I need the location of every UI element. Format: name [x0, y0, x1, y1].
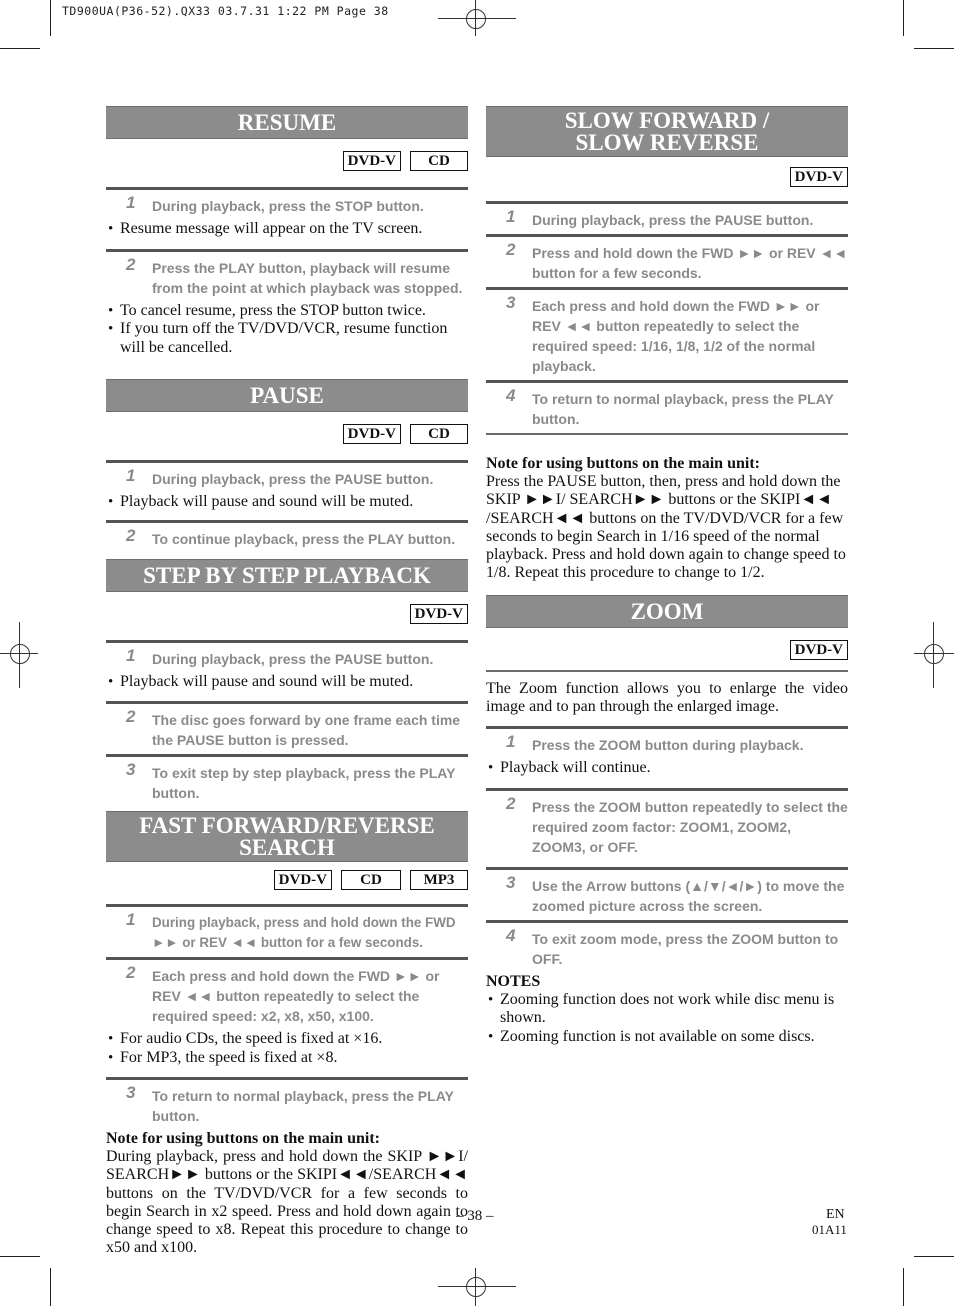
resume-title: RESUME [106, 106, 468, 139]
step-number: 3 [506, 872, 516, 892]
crop-mark [50, 1268, 51, 1306]
registration-line [914, 653, 954, 654]
badge-cd: CD [410, 424, 468, 444]
pause-badges [106, 424, 468, 444]
step-number: 4 [506, 386, 516, 405]
step-number: 1 [506, 207, 516, 226]
step-text: To exit zoom mode, press the ZOOM button to OFF. [532, 930, 839, 967]
crop-mark [903, 0, 904, 36]
fast-forward-step-1 [106, 907, 468, 957]
step-number: 4 [506, 925, 516, 945]
page-number: – 38 – [456, 1208, 494, 1224]
zoom-step-4 [486, 923, 848, 973]
step-number: 1 [506, 732, 516, 752]
step-text: During playback, press the PAUSE button. [152, 650, 434, 667]
slow-step-4 [486, 383, 848, 433]
step-by-step-badges [106, 604, 468, 624]
title-line: SLOW FORWARD / [564, 108, 770, 133]
registration-line [19, 622, 20, 688]
fast-forward-step-3 [106, 1080, 468, 1130]
registration-mark-top [466, 9, 486, 29]
registration-line [438, 18, 516, 19]
zoom-step-3 [486, 870, 848, 920]
step-number: 2 [126, 963, 136, 982]
step-by-step-step-1 [106, 643, 468, 673]
zoom-badges [486, 640, 848, 660]
step-number: 1 [126, 645, 136, 665]
crop-mark [0, 48, 40, 49]
step-text: To exit step by step playback, press the PLAY button. [152, 765, 456, 801]
resume-badges [106, 151, 468, 171]
resume-step-1 [106, 190, 468, 220]
bullet-item: • Zooming function is not available on some discs. [486, 1028, 848, 1047]
bullet-item: • Resume message will appear on the TV screen. [106, 220, 468, 239]
registration-mark-bottom [466, 1277, 486, 1297]
slow-note-text: Press the PAUSE button, then, press and hold down the SKIP ►►I/ SEARCH►► buttons or the SKIPI◄◄ /SEARCH◄◄ buttons on the TV/DVD/VCR for a few seconds to begin Search in 1/16 speed of the normal playback. Press and hold down again to change speed to 1/8. Repeat this procedure to change to 1/2. [486, 473, 846, 582]
step-by-step-step-3 [106, 757, 468, 807]
crop-mark [914, 1256, 954, 1257]
badge-dvd-v: DVD-V [343, 151, 401, 171]
registration-mark-left [10, 644, 30, 664]
step-number: 3 [126, 1083, 136, 1102]
crop-mark [0, 1256, 40, 1257]
bullet-item: • Zooming function does not work while disc menu is shown. [486, 991, 848, 1028]
bullet-item: • Playback will pause and sound will be muted. [106, 493, 468, 512]
step-number: 2 [506, 793, 516, 813]
step-number: 3 [126, 760, 136, 779]
step-text: Each press and hold down the FWD ►► or REV ◄◄ button repeatedly to select the required speed: 1/16, 1/8, 1/2 of the normal playback. [532, 298, 820, 374]
bullet-item: • For MP3, the speed is fixed at ×8. [106, 1049, 468, 1068]
right-column [486, 106, 848, 1046]
zoom-step-2 [486, 791, 848, 861]
registration-line [475, 1268, 476, 1306]
fast-forward-step-2 [106, 960, 468, 1030]
step-number: 2 [126, 525, 136, 545]
fast-forward-note-heading: Note for using buttons on the main unit: [106, 1130, 380, 1147]
step-number: 2 [126, 254, 136, 274]
title-line: FAST FORWARD/REVERSE [139, 813, 435, 838]
zoom-notes-heading: NOTES [486, 972, 541, 990]
fast-forward-note-text: During playback, press and hold down the SKIP ►►I/ SEARCH►► buttons or the SKIPI◄◄/SEARCH◄◄ buttons on the TV/DVD/VCR for a few seconds to begin Search in x2 speed. Press and hold down again to change speed to x8. Repeat this procedure to change to x50 and x100. [106, 1148, 468, 1257]
title-line: SLOW REVERSE [575, 130, 759, 155]
pause-step-2 [106, 523, 468, 553]
zoom-intro: The Zoom function allows you to enlarge the video image and to pan through the enlarged image. [486, 679, 848, 716]
step-text: To return to normal playback, press the PLAY button. [532, 391, 834, 427]
step-text: During playback, press the STOP button. [152, 198, 424, 214]
pause-title: PAUSE [106, 379, 468, 412]
badge-dvd-v: DVD-V [274, 870, 332, 890]
crop-mark [903, 1268, 904, 1306]
bullet-item: • If you turn off the TV/DVD/VCR, resume function will be cancelled. [106, 320, 468, 357]
step-number: 1 [126, 193, 136, 212]
bullet-item: • Playback will continue. [486, 759, 848, 778]
zoom-step-1 [486, 729, 848, 759]
left-column [106, 106, 468, 1258]
fast-forward-badges [106, 870, 468, 890]
step-text: Press the ZOOM button during playback. [532, 737, 804, 754]
step-number: 1 [126, 466, 136, 485]
registration-line [438, 1286, 516, 1287]
badge-mp3: MP3 [410, 870, 468, 890]
step-number: 2 [126, 707, 136, 726]
title-line: SEARCH [239, 835, 335, 860]
step-text: Use the Arrow buttons (▲/▼/◄/►) to move the zoomed picture across the screen. [532, 877, 845, 914]
badge-dvd-v: DVD-V [790, 640, 848, 660]
step-text: During playback, press and hold down the FWD ►► or REV ◄◄ button for a few seconds. [152, 915, 456, 950]
step-by-step-title: STEP BY STEP PLAYBACK [106, 559, 468, 592]
slow-step-2 [486, 237, 848, 287]
slow-badges [486, 167, 848, 187]
step-number: 2 [506, 240, 516, 259]
resume-step-2 [106, 252, 468, 302]
step-text: Press and hold down the FWD ►► or REV ◄◄ button for a few seconds. [532, 245, 848, 281]
step-text: During playback, press the PAUSE button. [152, 471, 434, 487]
fast-forward-title [106, 811, 468, 862]
slow-note-heading: Note for using buttons on the main unit: [486, 455, 760, 472]
step-text: To continue playback, press the PLAY button. [152, 530, 456, 547]
registration-mark-right [924, 644, 944, 664]
step-text: To return to normal playback, press the PLAY button. [152, 1088, 454, 1124]
step-text: Press the ZOOM button repeatedly to select the required zoom factor: ZOOM1, ZOOM2, ZOOM3, or OFF. [532, 798, 848, 855]
step-by-step-step-2 [106, 704, 468, 754]
crop-mark [914, 48, 954, 49]
slow-step-1 [486, 204, 848, 234]
badge-dvd-v: DVD-V [410, 604, 468, 624]
badge-cd: CD [341, 870, 401, 890]
registration-line [475, 0, 476, 36]
bullet-item: • Playback will pause and sound will be muted. [106, 673, 468, 692]
zoom-title: ZOOM [486, 595, 848, 628]
step-text: The disc goes forward by one frame each time the PAUSE button is pressed. [152, 712, 461, 748]
badge-dvd-v: DVD-V [790, 167, 848, 187]
pause-step-1 [106, 463, 468, 493]
step-text: Press the PLAY button, playback will resume from the point at which playback was stopped. [152, 259, 463, 296]
language-code: EN [826, 1207, 845, 1222]
document-code: 01A11 [812, 1222, 847, 1237]
step-text: Each press and hold down the FWD ►► or REV ◄◄ button repeatedly to select the required speed: x2, x8, x50, x100. [152, 968, 440, 1024]
slow-step-3 [486, 290, 848, 380]
registration-line [933, 622, 934, 688]
badge-dvd-v: DVD-V [343, 424, 401, 444]
bullet-item: • For audio CDs, the speed is fixed at ×16. [106, 1030, 468, 1049]
step-number: 1 [126, 910, 136, 929]
step-text: During playback, press the PAUSE button. [532, 212, 814, 228]
crop-mark [50, 0, 51, 36]
slow-title [486, 106, 848, 157]
badge-cd: CD [410, 151, 468, 171]
step-number: 3 [506, 293, 516, 312]
bullet-item: • To cancel resume, press the STOP button twice. [106, 302, 468, 321]
print-header: TD900UA(P36-52).QX33 03.7.31 1:22 PM Page 38 [62, 4, 389, 18]
